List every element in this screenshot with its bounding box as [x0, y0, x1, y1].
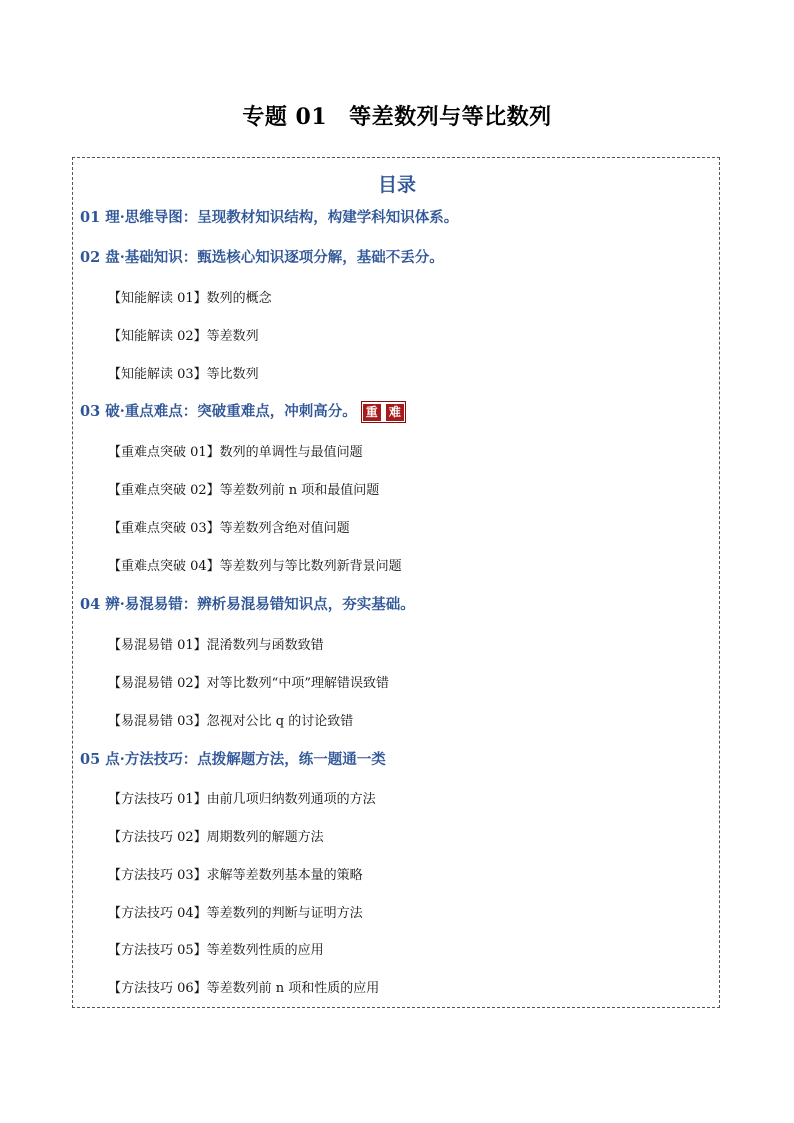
page-title	[0, 100, 794, 131]
toc-item[interactable]: 【重难点突破 01】数列的单调性与最值问题	[108, 445, 363, 460]
toc-item[interactable]: 【重难点突破 03】等差数列含绝对值问题	[108, 521, 350, 536]
toc-item[interactable]: 【易混易错 03】忽视对公比 q 的讨论致错	[108, 714, 354, 729]
toc-section-04[interactable]: 04 辨·易混易错：辨析易混易错知识点，夯实基础。	[80, 596, 415, 613]
toc-item[interactable]: 【知能解读 02】等差数列	[108, 329, 259, 344]
toc-section-label: 03 破·重点难点：突破重难点，冲刺高分。	[80, 403, 357, 420]
title-prefix: 专题 01	[242, 104, 328, 130]
toc-item[interactable]: 【方法技巧 02】周期数列的解题方法	[108, 830, 324, 845]
toc-section-02[interactable]: 02 盘·基础知识：甄选核心知识逐项分解，基础不丢分。	[80, 249, 444, 266]
toc-section-01[interactable]: 01 理·思维导图：呈现教材知识结构，构建学科知识体系。	[80, 209, 459, 226]
toc-item[interactable]: 【知能解读 03】等比数列	[108, 367, 259, 382]
toc-item[interactable]: 【方法技巧 05】等差数列性质的应用	[108, 943, 324, 958]
toc-item[interactable]: 【方法技巧 01】由前几项归纳数列通项的方法	[108, 792, 376, 807]
toc-item[interactable]: 【方法技巧 03】求解等差数列基本量的策略	[108, 868, 363, 883]
toc-item[interactable]: 【方法技巧 06】等差数列前 n 项和性质的应用	[108, 981, 380, 996]
difficulty-badge	[361, 401, 406, 423]
toc-heading: 目录	[377, 174, 416, 196]
badge-char: 难	[386, 404, 404, 421]
toc-item[interactable]: 【易混易错 01】混淆数列与函数致错	[108, 638, 324, 653]
toc-item[interactable]: 【知能解读 01】数列的概念	[108, 291, 272, 306]
badge-char: 重	[363, 404, 381, 421]
toc-section-03[interactable]	[80, 400, 406, 423]
toc-section-05[interactable]: 05 点·方法技巧：点拨解题方法，练一题通一类	[80, 751, 386, 768]
toc-item[interactable]: 【易混易错 02】对等比数列“中项”理解错误致错	[108, 676, 389, 691]
toc-item[interactable]: 【重难点突破 04】等差数列与等比数列新背景问题	[108, 559, 402, 574]
toc-item[interactable]: 【重难点突破 02】等差数列前 n 项和最值问题	[108, 483, 380, 498]
title-main: 等差数列与等比数列	[349, 104, 552, 130]
toc-item[interactable]: 【方法技巧 04】等差数列的判断与证明方法	[108, 906, 363, 921]
